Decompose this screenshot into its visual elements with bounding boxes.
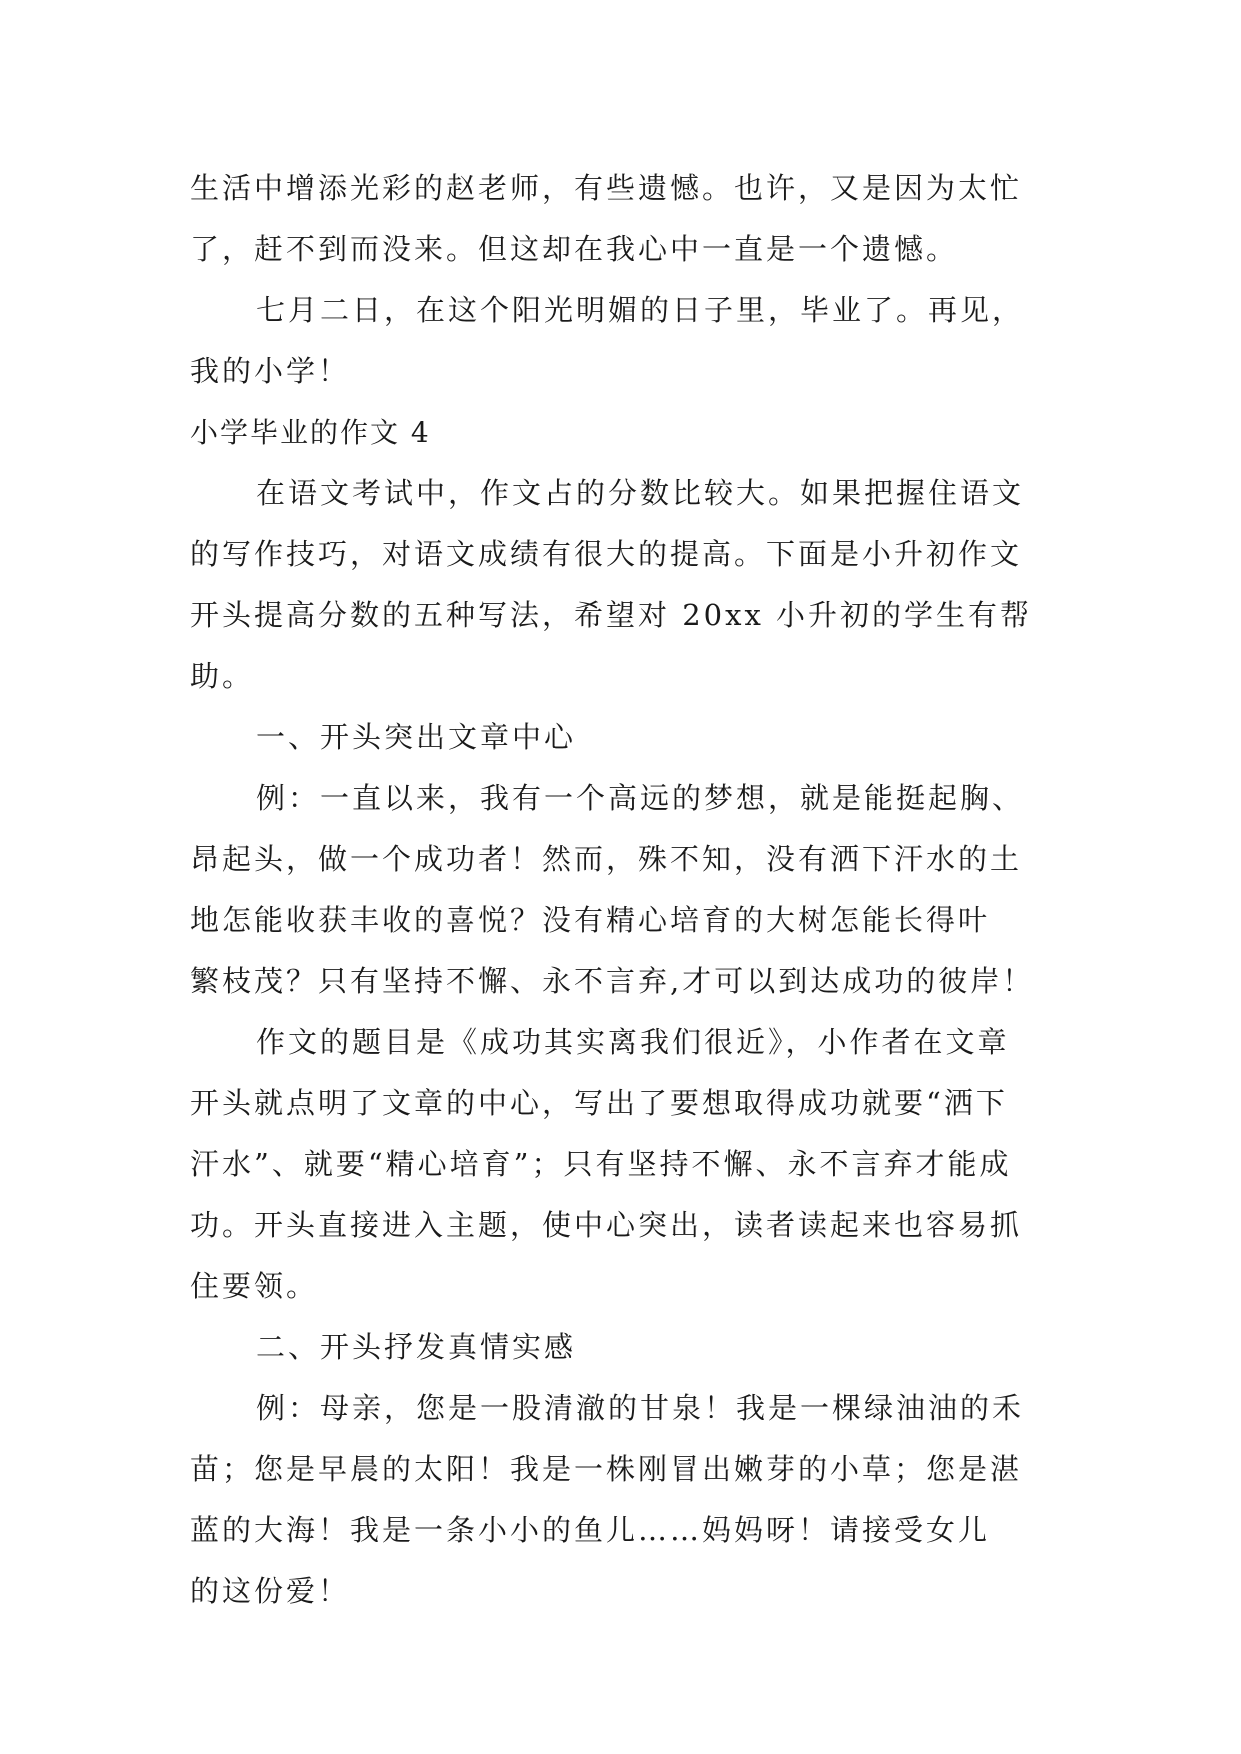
text-line: 开头提高分数的五种写法，希望对 20xx 小升初的学生有帮 (190, 598, 1033, 632)
text-line: 我的小学！ (190, 354, 351, 388)
text-line: 地怎能收获丰收的喜悦？没有精心培育的大树怎能长得叶 (190, 903, 991, 937)
text-line: 昂起头，做一个成功者！然而，殊不知，没有洒下汗水的土 (190, 842, 1023, 876)
text-line: 生活中增添光彩的赵老师，有些遗憾。也许，又是因为太忙 (190, 171, 1023, 205)
subheading: 二、开头抒发真情实感 (256, 1330, 577, 1364)
text-line: 汗水”、就要“精心培育”；只有坚持不懈、永不言弃才能成 (190, 1147, 1012, 1181)
text-line: 例：母亲，您是一股清澈的甘泉！我是一棵绿油油的禾 (256, 1391, 1025, 1425)
text-line: 开头就点明了文章的中心，写出了要想取得成功就要“洒下 (190, 1086, 1008, 1120)
text-line: 住要领。 (190, 1269, 319, 1303)
text-line: 了，赶不到而没来。但这却在我心中一直是一个遗憾。 (190, 232, 959, 266)
text-line: 的写作技巧，对语文成绩有很大的提高。下面是小升初作文 (190, 537, 1023, 571)
section-title: 小学毕业的作文 4 (190, 416, 431, 449)
subheading: 一、开头突出文章中心 (256, 720, 577, 754)
text-line: 的这份爱！ (190, 1574, 351, 1608)
text-line: 功。开头直接进入主题，使中心突出，读者读起来也容易抓 (190, 1208, 1023, 1242)
text-line: 作文的题目是《成功其实离我们很近》，小作者在文章 (256, 1025, 1010, 1059)
text-line: 繁枝茂？只有坚持不懈、永不言弃,才可以到达成功的彼岸！ (190, 964, 1035, 998)
text-line: 助。 (190, 659, 255, 693)
document-body (190, 158, 1075, 1622)
text-line: 例：一直以来，我有一个高远的梦想，就是能挺起胸、 (256, 781, 1025, 815)
text-line: 苗；您是早晨的太阳！我是一株刚冒出嫩芽的小草；您是湛 (190, 1452, 1023, 1486)
text-line: 在语文考试中，作文占的分数比较大。如果把握住语文 (256, 476, 1025, 510)
text-line: 蓝的大海！我是一条小小的鱼儿……妈妈呀！请接受女儿 (190, 1513, 991, 1547)
text-line: 七月二日，在这个阳光明媚的日子里，毕业了。再见， (256, 293, 1025, 327)
